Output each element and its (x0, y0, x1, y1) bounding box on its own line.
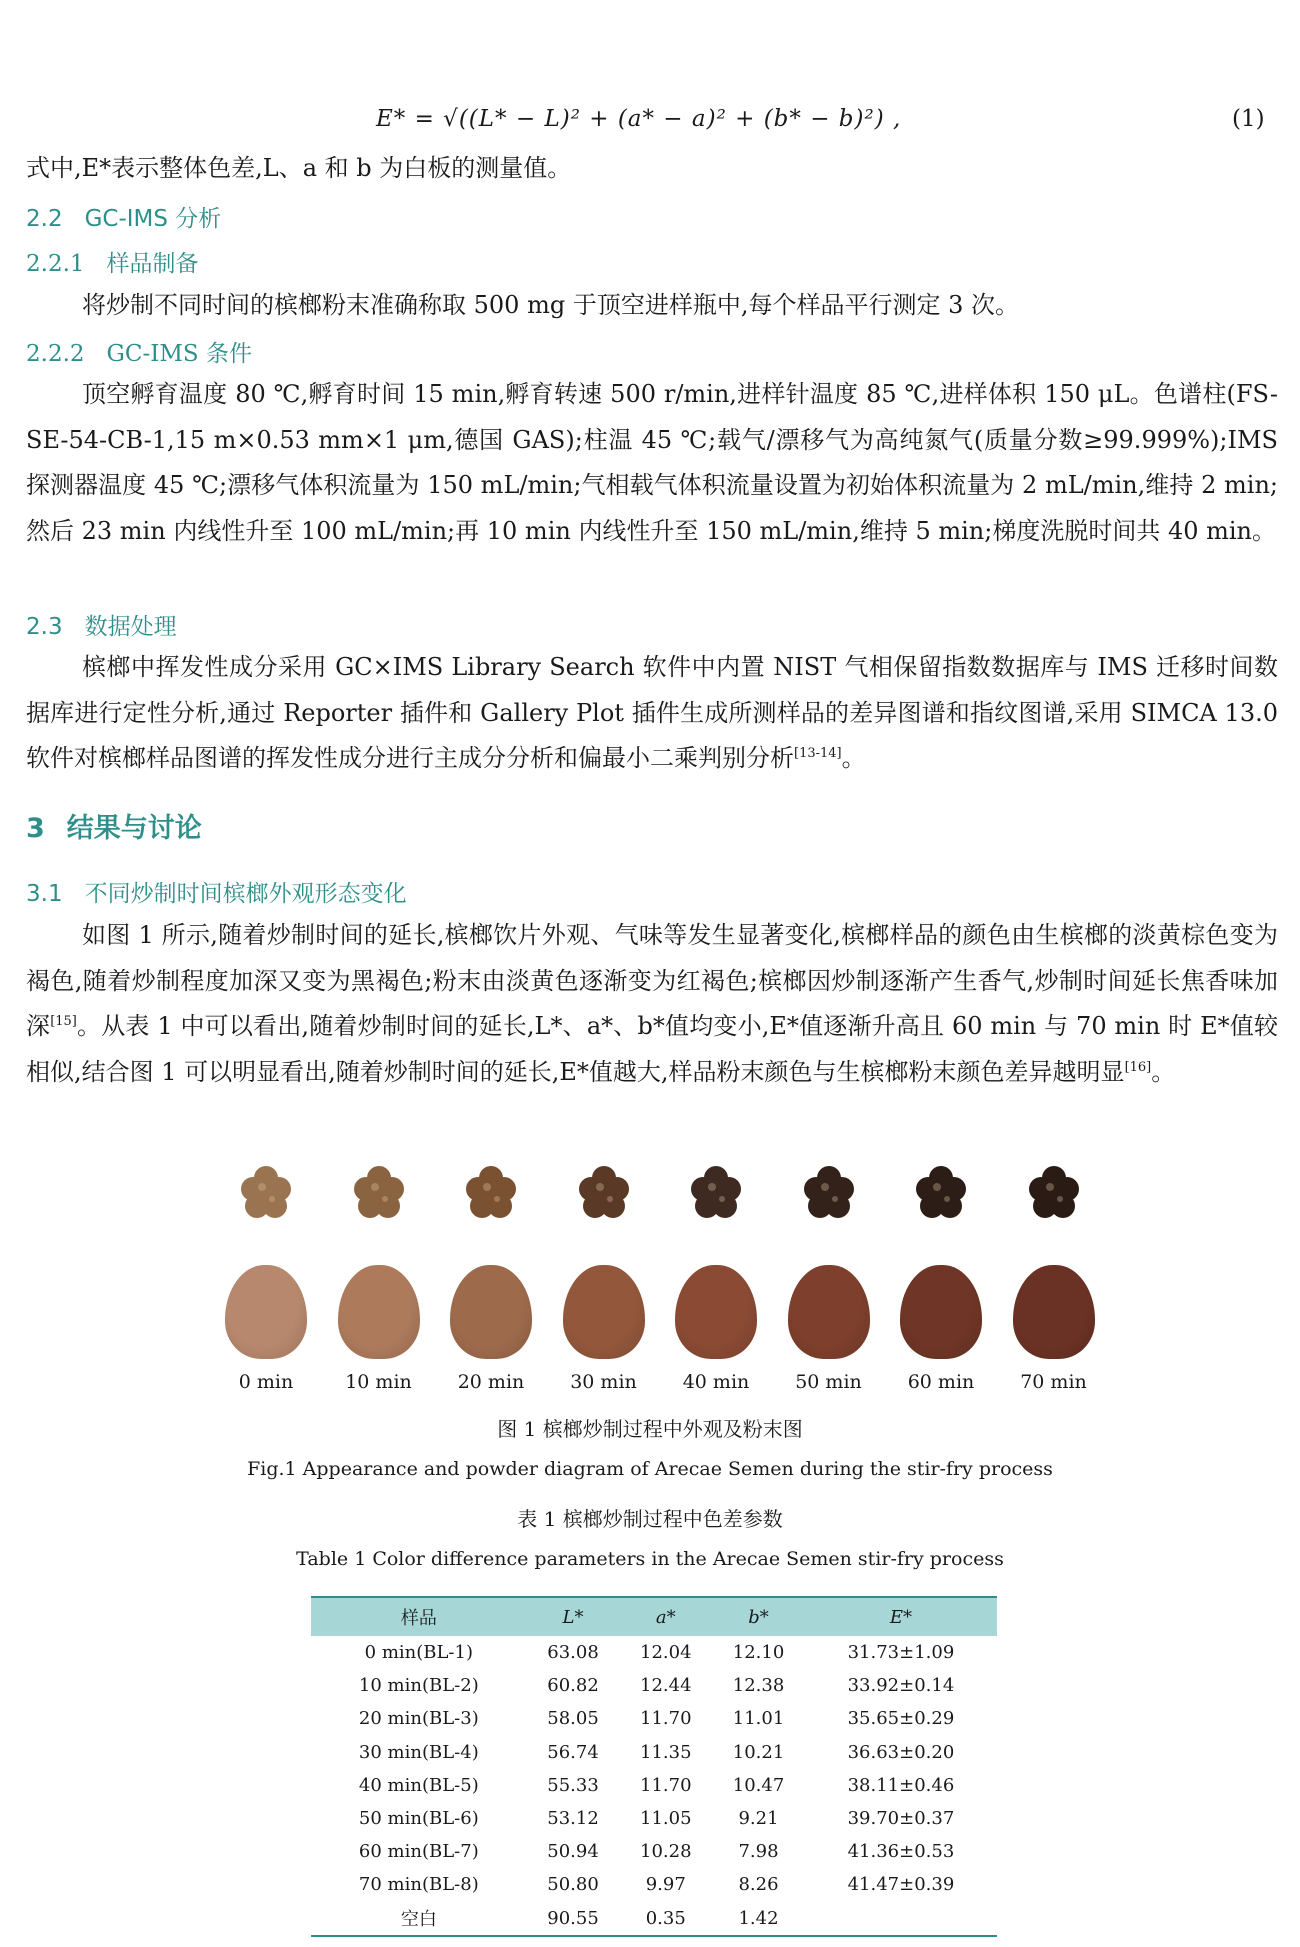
time-label: 10 min (345, 1371, 412, 1393)
time-label: 50 min (795, 1371, 862, 1393)
table-cell: 56.74 (547, 1741, 599, 1763)
section-number: 2.2 (26, 206, 63, 232)
areca-slice-photo (1026, 1165, 1082, 1223)
section-title: 不同炒制时间槟榔外观形态变化 (84, 881, 407, 907)
header-e: E* (805, 1597, 997, 1636)
section-2-2-1-heading (26, 245, 199, 278)
table-cell: 11.70 (640, 1708, 692, 1730)
equation-note: 式中,E*表示整体色差,L、a 和 b 为白板的测量值。 (26, 154, 572, 182)
table-cell: 41.47±0.39 (847, 1874, 955, 1896)
table-cell: 11.05 (640, 1808, 692, 1830)
table-cell: 7.98 (738, 1841, 779, 1863)
time-label: 40 min (682, 1371, 750, 1393)
table-row (311, 1702, 997, 1735)
table-row (311, 1769, 997, 1802)
time-label: 70 min (1020, 1371, 1087, 1393)
table-cell: 30 min(BL-4) (358, 1741, 479, 1763)
table-cell: 63.08 (547, 1642, 599, 1664)
areca-powder-photo (450, 1265, 532, 1359)
table-cell: 9.97 (645, 1874, 686, 1896)
table-cell: 55.33 (547, 1774, 599, 1796)
areca-slice-photo (238, 1165, 294, 1223)
section-2-2-heading (26, 200, 221, 233)
table-cell: 8.26 (738, 1874, 779, 1896)
table-row (311, 1736, 997, 1769)
section-number: 3.1 (26, 881, 63, 907)
header-a: a* (619, 1597, 712, 1636)
paragraph-results (26, 913, 1278, 1095)
areca-powder-photo (900, 1265, 982, 1359)
table-cell: 10.28 (640, 1841, 692, 1863)
table-cell: 53.12 (547, 1808, 599, 1830)
table-cell: 36.63±0.20 (847, 1741, 955, 1763)
section-2-2-2-heading (26, 335, 252, 368)
table-cell: 39.70±0.37 (847, 1808, 955, 1830)
section-number: 2.2.1 (26, 251, 85, 277)
table-cell: 空白 (311, 1902, 527, 1936)
table-cell: 1.42 (712, 1902, 805, 1936)
equation-row (0, 104, 1300, 144)
citation: [13-14] (794, 746, 842, 761)
table-cell: 20 min(BL-3) (358, 1708, 479, 1730)
paragraph-text: 。从表 1 中可以看出,随着炒制时间的延长,L*、a*、b*值均变小,E*值逐渐升高且 60 min 与 70 min 时 E*值较相似,结合图 1 可以明显看出,随着炒制时间的延长,E*值越大,样品粉末颜色与生槟榔粉末颜色差异越明显 (26, 1012, 1278, 1086)
figure-appearance-powder (222, 1155, 1087, 1395)
table-header-row (311, 1597, 997, 1636)
table-row (311, 1669, 997, 1702)
citation: [15] (50, 1014, 77, 1029)
figure-caption-en: Fig.1 Appearance and powder diagram of Arecae Semen during the stir-fry process (247, 1458, 1053, 1480)
areca-powder-photo (338, 1265, 420, 1359)
section-number: 2.3 (26, 614, 63, 640)
table-cell: 0 min(BL-1) (364, 1642, 473, 1664)
table-cell: 35.65±0.29 (847, 1708, 955, 1730)
time-label: 30 min (570, 1371, 637, 1393)
areca-slice-photo (463, 1165, 519, 1223)
table-cell: 9.21 (738, 1808, 779, 1830)
table-cell: 12.04 (640, 1642, 692, 1664)
table-cell: 58.05 (547, 1708, 599, 1730)
section-2-3-heading (26, 608, 177, 641)
color-difference-table (311, 1596, 997, 1937)
table-cell (805, 1902, 997, 1936)
table-cell: 10 min(BL-2) (358, 1675, 479, 1697)
table-cell: 11.35 (640, 1741, 692, 1763)
areca-slice-photo (913, 1165, 969, 1223)
table-cell: 50.94 (547, 1841, 599, 1863)
table-caption-cn: 表 1 槟榔炒制过程中色差参数 (517, 1507, 783, 1531)
paragraph-end: 。 (841, 744, 866, 772)
table-cell: 11.70 (640, 1774, 692, 1796)
table-cell: 40 min(BL-5) (358, 1774, 479, 1796)
section-title: 结果与讨论 (66, 813, 202, 844)
table-row (311, 1835, 997, 1868)
paragraph-end: 。 (1151, 1057, 1176, 1086)
time-label: 20 min (457, 1371, 525, 1393)
table-cell: 12.44 (640, 1675, 692, 1697)
section-title: 数据处理 (84, 614, 177, 640)
table-cell: 50 min(BL-6) (358, 1808, 479, 1830)
table-cell: 0.35 (619, 1902, 712, 1936)
header-sample: 样品 (311, 1597, 527, 1636)
table-row (311, 1636, 997, 1669)
areca-powder-photo (563, 1265, 645, 1359)
areca-powder-photo (1013, 1265, 1095, 1359)
figure-caption-cn: 图 1 槟榔炒制过程中外观及粉末图 (497, 1417, 803, 1441)
equation: E* = √((L* − L)² + (a* − a)² + (b* − b)²) , (376, 106, 902, 132)
section-number: 3 (26, 813, 45, 844)
section-title: GC-IMS 分析 (84, 206, 222, 232)
table-cell: 33.92±0.14 (847, 1675, 955, 1697)
header-l: L* (527, 1597, 620, 1636)
table-cell: 38.11±0.46 (847, 1774, 955, 1796)
table-cell: 12.10 (732, 1642, 785, 1664)
time-label: 60 min (907, 1371, 975, 1393)
citation: [16] (1124, 1059, 1152, 1075)
paragraph-sample-prep: 将炒制不同时间的槟榔粉末准确称取 500 mg 于顶空进样瓶中,每个样品平行测定 3 次。 (82, 291, 1019, 319)
table-row (311, 1868, 997, 1901)
table-row (311, 1802, 997, 1835)
table-row (311, 1902, 997, 1936)
areca-powder-photo (788, 1265, 870, 1359)
table-cell: 10.47 (732, 1774, 785, 1796)
table-cell: 50.80 (547, 1874, 599, 1896)
section-3-heading (26, 806, 202, 845)
table-cell: 10.21 (732, 1741, 785, 1763)
areca-slice-photo (801, 1165, 857, 1223)
paragraph-data-processing (26, 645, 1278, 782)
section-3-1-heading (26, 875, 407, 908)
paragraph-gc-ims-conditions: 顶空孵育温度 80 ℃,孵育时间 15 min,孵育转速 500 r/min,进样针温度 85 ℃,进样体积 150 μL。色谱柱(FS-SE-54-CB-1,15 m×0.53 mm×1 μm,德国 GAS);柱温 45 ℃;载气/漂移气为高纯氮气(质量分数≥99.999%);IMS 探测器温度 45 ℃;漂移气体积流量为 150 mL/min;气相载气体积流量设置为初始体积流量为 2 mL/min,维持 2 min;然后 23 min 内线性升至 100 mL/min;再 10 min 内线性升至 150 mL/min,维持 5 min;梯度洗脱时间共 40 min。 (26, 380, 1278, 545)
paragraph-text: 如图 1 所示,随着炒制时间的延长,槟榔饮片外观、气味等发生显著变化,槟榔样品的颜色由生槟榔的淡黄棕色变为褐色,随着炒制程度加深又变为黑褐色;粉末由淡黄色逐渐变为红褐色;槟榔因炒制逐渐产生香气,炒制时间延长焦香味加深 (26, 921, 1278, 1040)
table-cell: 31.73±1.09 (847, 1642, 955, 1664)
equation-number: (1) (1232, 106, 1265, 132)
header-b: b* (712, 1597, 805, 1636)
table-cell: 60.82 (547, 1675, 599, 1697)
areca-slice-photo (351, 1165, 407, 1223)
table-cell: 70 min(BL-8) (358, 1874, 479, 1896)
areca-powder-photo (225, 1265, 307, 1359)
section-title: GC-IMS 条件 (106, 341, 252, 367)
areca-slice-photo (688, 1165, 744, 1223)
table-cell: 11.01 (732, 1708, 785, 1730)
section-title: 样品制备 (106, 251, 199, 277)
time-label: 0 min (238, 1371, 294, 1393)
areca-slice-photo (576, 1165, 632, 1223)
table-cell: 12.38 (732, 1675, 785, 1697)
table-caption-en: Table 1 Color difference parameters in the Arecae Semen stir-fry process (296, 1548, 1004, 1570)
table-cell: 60 min(BL-7) (358, 1841, 479, 1863)
table-cell: 90.55 (527, 1902, 620, 1936)
areca-powder-photo (675, 1265, 757, 1359)
paragraph-text: 槟榔中挥发性成分采用 GC×IMS Library Search 软件中内置 NIST 气相保留指数数据库与 IMS 迁移时间数据库进行定性分析,通过 Reporter 插件和 Gallery Plot 插件生成所测样品的差异图谱和指纹图谱,采用 SIMCA 13.0 软件对槟榔样品图谱的挥发性成分进行主成分分析和偏最小二乘判别分析 (26, 653, 1278, 772)
table-cell: 41.36±0.53 (847, 1841, 955, 1863)
section-number: 2.2.2 (26, 341, 85, 367)
